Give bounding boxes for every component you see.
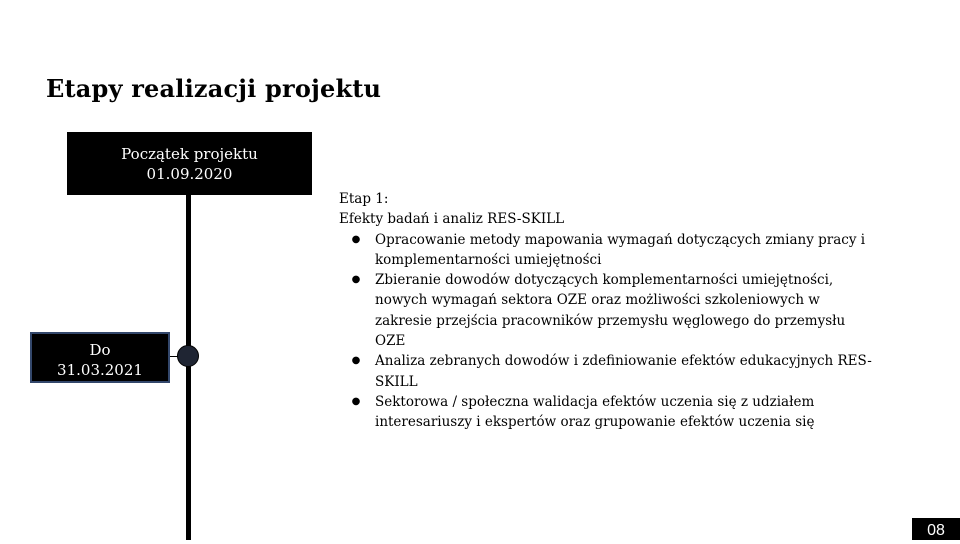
stage-bullet-list [339, 230, 879, 433]
list-item [339, 392, 879, 433]
stage-description [339, 189, 879, 433]
bullet-icon: ● [351, 395, 361, 407]
bullet-text: Zbieranie dowodów dotyczących komplementarności umiejętności, nowych wymagań sektora OZE oraz możliwości szkoleniowych w zakresie przejścia pracowników przemysłu węglowego do przemysłu OZE [375, 272, 846, 350]
stage-end-label: Do [89, 341, 111, 359]
page-number: 08 [912, 518, 960, 540]
stage-end-box [30, 332, 170, 383]
list-item [339, 230, 879, 271]
project-start-label: Początek projektu [121, 145, 258, 163]
milestone-dot [177, 345, 199, 367]
bullet-icon: ● [351, 274, 361, 286]
list-item [339, 270, 879, 351]
bullet-text: Analiza zebranych dowodów i zdefiniowanie efektów edukacyjnych RES-SKILL [375, 353, 872, 390]
bullet-icon: ● [351, 355, 361, 367]
bullet-text: Sektorowa / społeczna walidacja efektów uczenia się z udziałem interesariuszy i ekspertów oraz grupowanie efektów uczenia się [375, 393, 815, 431]
slide-title: Etapy realizacji projektu [46, 74, 382, 103]
stage-heading-number: Etap 1: [339, 191, 389, 207]
bullet-icon: ● [351, 233, 361, 245]
project-start-date: 01.09.2020 [146, 165, 233, 183]
list-item [339, 351, 879, 392]
project-start-box [67, 132, 312, 195]
bullet-text: Opracowanie metody mapowania wymagań dotyczących zmiany pracy i komplementarności umiejętności [375, 231, 866, 268]
stage-end-date: 31.03.2021 [57, 361, 143, 379]
stage-heading-title: Efekty badań i analiz RES-SKILL [339, 211, 565, 228]
